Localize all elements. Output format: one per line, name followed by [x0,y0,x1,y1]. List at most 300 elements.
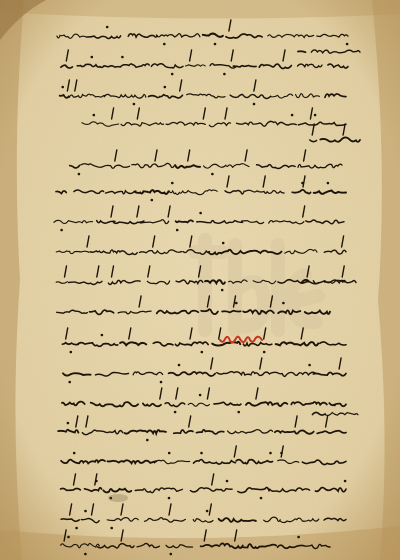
ink-word [56,191,66,194]
ink-word [278,310,300,314]
ink-word [187,94,225,98]
ink-word [245,190,284,193]
ink-word [61,488,81,490]
ink-word [61,544,78,547]
ink-word [118,311,151,314]
ink-dot [327,182,330,185]
ink-word [156,34,200,37]
ink-word [90,310,114,314]
ink-dot [280,452,283,455]
ink-dot [91,56,94,59]
ink-word [285,249,317,253]
ink-word [190,488,232,492]
ink-ascender [234,296,236,307]
ink-ascender [160,388,162,399]
ink-word [194,460,236,464]
ink-ascender [66,328,68,339]
ink-ascender [155,150,157,161]
ink-word [314,191,346,194]
ink-word [237,121,278,126]
ink-word [246,402,287,406]
ink-dot [260,497,263,500]
ink-ascender [115,150,117,161]
ink-word [298,122,346,125]
ink-word [149,95,183,98]
ink-ascender [342,236,344,247]
ink-word [95,373,128,377]
ink-ascender [260,358,262,369]
ink-word [120,342,146,345]
ink-word [176,220,193,222]
ink-ascender [307,266,309,277]
ink-ascender [129,328,131,339]
ink-word [201,309,218,314]
ink-word [62,402,85,406]
ink-word [175,165,200,168]
ink-dot [344,480,347,483]
ink-dot [67,536,70,539]
ink-dot [308,364,311,367]
ink-word [219,518,256,522]
ink-word [201,545,220,547]
manuscript-line-14 [58,416,346,441]
ink-ascender [190,328,192,339]
ink-word [154,460,189,463]
ink-dot [78,173,81,176]
ink-word [103,489,131,493]
ink-word [220,543,242,548]
ink-dot [61,86,64,89]
ink-dot [84,553,87,556]
interlinear-note-2 [310,124,360,142]
ink-dot [176,229,179,232]
ink-word [305,311,330,314]
ink-word [302,460,346,465]
ink-dot [151,199,154,202]
ink-word [291,402,327,405]
ink-word [166,122,205,125]
ink-dot [301,182,304,185]
ink-word [97,221,115,224]
ink-word [137,543,159,547]
ink-word [278,460,299,464]
ink-ascender [139,296,141,307]
manuscript-line-5 [70,150,342,175]
ink-word [242,544,277,548]
manuscript-line-7 [54,206,344,231]
ink-word [70,251,89,253]
ink-word [196,430,223,434]
ink-word [81,519,99,523]
manuscript-line-12 [63,358,346,383]
ink-word [305,544,330,548]
ink-word [214,402,241,405]
ink-word [77,64,107,67]
ink-word [139,250,181,254]
ink-word [121,123,164,126]
ink-word [175,342,208,346]
ink-dot [106,26,109,29]
ink-word [157,311,199,314]
ink-word [60,95,69,98]
ink-dot [174,411,177,414]
manuscript-line-17 [61,504,346,529]
ink-word [86,36,120,39]
ink-word [125,430,166,434]
ink-word [228,430,273,434]
ink-ascender [65,266,67,277]
ink-word [174,430,193,433]
ink-ascender [219,328,221,339]
ink-dot [206,510,209,513]
ink-dot [314,114,317,117]
ink-word [259,64,291,69]
manuscript-line-3 [60,80,346,105]
ink-word [128,34,157,38]
manuscript-line-6 [56,176,346,201]
ink-ascender [137,206,139,217]
ink-ascender [190,236,192,247]
ink-word [222,311,241,313]
ink-word [135,488,182,493]
manuscript-line-11 [62,328,346,353]
ink-ascender [97,266,99,277]
ink-ascender [66,50,68,61]
ink-word [56,251,70,252]
ink-dot [67,422,70,425]
ink-dot [110,527,113,530]
ink-dot [269,452,272,455]
ink-ascender [176,388,178,399]
ink-word [209,123,230,127]
ink-dot [291,114,294,117]
ink-ascender [256,388,258,399]
ink-word [183,250,209,255]
ink-ascender [326,416,328,427]
ink-ascender [188,150,190,161]
ink-word [313,372,346,375]
ink-word [133,372,163,375]
manuscript-line-2 [61,50,348,75]
ink-ascender [189,416,191,427]
ink-word [151,64,183,68]
ink-word [81,164,130,169]
ink-word [143,403,161,406]
ink-word [225,190,244,193]
ink-word [69,281,102,284]
ink-word [134,190,168,194]
ink-ascender [303,206,305,217]
ink-word [280,518,319,522]
ink-dot [75,527,78,530]
ink-word [278,280,319,284]
ink-word [205,280,225,284]
ink-dot [199,212,202,215]
ink-ascender [180,80,182,91]
ink-ascender [121,530,123,541]
ink-ascender [67,80,69,91]
ink-word [74,190,104,193]
interlinear-note-4 [312,404,358,416]
ink-dot [168,497,171,500]
ink-word [298,164,342,168]
ink-word [57,310,88,313]
ink-word [243,343,271,346]
manuscript-line-18 [61,530,330,555]
ink-word [61,519,79,521]
ink-dot [171,182,174,185]
ink-ascender [339,358,341,369]
ink-dot [163,43,166,46]
ink-word [278,545,305,548]
ink-ascender [207,388,209,399]
ink-ascender [263,176,265,187]
ink-dot [68,381,71,384]
red-ink-rubric [220,337,262,343]
ink-word [188,403,209,406]
ink-word [153,342,173,346]
ink-word [193,519,213,522]
ink-dot [201,351,204,354]
ink-ascender [95,474,97,485]
ink-ascender [211,358,213,369]
ink-dot [146,439,149,442]
manuscript-line-4 [82,108,346,127]
ink-ascender [86,416,88,427]
ink-ascender [225,108,227,119]
ink-ascender [342,266,344,277]
ink-word [62,343,78,345]
ink-ascender [264,328,266,339]
ink-dot [199,394,202,397]
ink-word [317,34,348,37]
ink-dot [333,404,336,407]
ink-word [324,518,346,520]
ink-word [229,280,248,283]
ink-word [107,518,138,522]
ink-ascender [270,296,272,307]
ink-ascender [112,108,114,119]
ink-dot [223,73,226,76]
ink-word [325,94,346,97]
ink-ascender [121,504,123,515]
ink-word [108,280,140,284]
ink-word [90,250,137,255]
ink-word [58,430,78,433]
ink-word [208,250,232,255]
ink-word [253,280,276,283]
ink-dot [237,411,240,414]
ink-word [236,460,272,464]
ink-word [69,94,105,97]
ink-word [114,221,144,224]
ink-word [63,373,91,375]
ink-ascender [212,474,214,485]
ink-word [85,488,102,492]
ink-ascender [87,236,89,247]
ink-ascender [234,446,236,457]
ink-ascender [75,80,77,91]
ink-ascender [64,530,66,541]
ink-ascender [153,236,155,247]
ink-ascender [111,206,113,217]
ink-ascender [304,150,306,161]
ink-ascender [301,328,303,339]
ink-dot [214,43,217,46]
ink-dot [95,480,98,483]
interlinear-note-1 [298,50,360,53]
ink-word [165,403,185,407]
ink-word [109,64,150,67]
manuscript-line-13 [62,388,346,413]
ink-word [78,544,100,548]
ink-dot [221,289,224,292]
ink-word [233,251,282,254]
ink-word [203,34,223,37]
ink-dot [226,480,229,483]
ink-ascender [148,266,150,277]
ink-word [54,220,93,223]
ink-dot [160,381,163,384]
manuscript-line-9 [56,266,346,291]
ink-word [320,342,346,345]
ink-dot [282,302,285,305]
ink-word [230,94,271,98]
ink-ascender [229,20,231,31]
ink-word [169,190,217,195]
ink-word [328,64,348,68]
manuscript-line-8 [56,236,346,255]
ink-ascender [295,416,297,427]
ink-word [61,460,105,464]
ink-word [296,94,320,98]
manuscript-line-15 [61,446,346,465]
ink-word [82,122,119,127]
ink-word [166,545,193,548]
ink-word [176,280,203,284]
manuscript-line-16 [61,474,347,499]
ink-ascender [207,296,209,307]
ink-word [270,372,316,376]
ink-word [292,190,310,194]
ink-word [270,488,310,492]
ink-word [145,518,186,522]
ink-word [243,310,274,314]
ink-ascender [303,176,305,187]
ink-word [82,430,122,435]
ink-word [147,281,169,284]
ink-word [97,544,134,548]
ink-word [264,517,281,522]
ink-ascender [199,266,201,277]
ink-word [275,430,314,433]
ink-ascender [70,504,72,515]
ink-word [169,372,216,376]
ink-word [320,137,360,141]
ink-dot [222,242,225,245]
ink-dot [168,452,171,455]
ink-word [233,66,256,68]
ink-dot [60,229,63,232]
ink-word [278,122,296,125]
manuscript-line-10 [57,296,330,314]
ink-word [186,65,206,67]
ink-word [242,221,264,224]
ink-ascender [281,446,283,457]
ink-word [108,460,157,463]
ink-word [276,342,319,345]
ink-ascender [203,108,205,119]
ink-ascender [204,530,206,541]
ink-word [217,372,270,376]
ink-word [238,487,269,492]
manuscript-line-1 [57,20,349,45]
ink-blot [108,494,128,502]
ink-word [212,342,240,346]
ink-dot [133,103,136,106]
ink-ascender [137,108,139,119]
ink-word [268,34,314,37]
ink-word [317,431,346,434]
ink-ascender [283,50,285,61]
ink-word [269,221,304,224]
ink-word [298,64,323,67]
ink-dot [84,510,87,513]
ink-dot [170,553,173,556]
ink-word [91,402,138,407]
ink-ascender [190,50,192,61]
ink-ascender [231,50,233,61]
ink-word [324,413,358,416]
ink-dot [121,56,124,59]
ink-word [324,250,346,254]
ink-dot [171,73,174,76]
ink-ascender [310,108,312,119]
ink-ascender [112,266,114,277]
ink-ascender [235,530,237,541]
ink-dot [253,103,256,106]
ink-word [61,65,73,68]
ink-ascender [227,176,229,187]
ink-dot [211,173,214,176]
ink-word [57,34,85,38]
ink-word [140,220,168,224]
ink-ascender [209,504,211,515]
ink-word [310,140,317,142]
ink-dot [200,452,203,455]
ink-ascender [245,150,247,161]
ink-word [105,191,135,194]
ink-word [312,412,325,415]
ink-word [270,94,292,98]
ink-word [132,163,174,167]
ink-ascender [254,80,256,91]
ink-ascender [92,504,94,515]
ink-dot [73,452,76,455]
ink-dot [263,351,266,354]
ink-word [197,221,243,224]
ink-dot [346,43,349,46]
ink-dot [178,364,181,367]
ink-dot [70,351,73,354]
ink-word [226,34,262,38]
ink-word [210,64,236,68]
ink-dot [93,114,96,117]
ink-word [104,94,146,98]
ink-word [306,220,344,224]
ink-ascender [168,206,170,217]
ink-word [311,50,360,53]
